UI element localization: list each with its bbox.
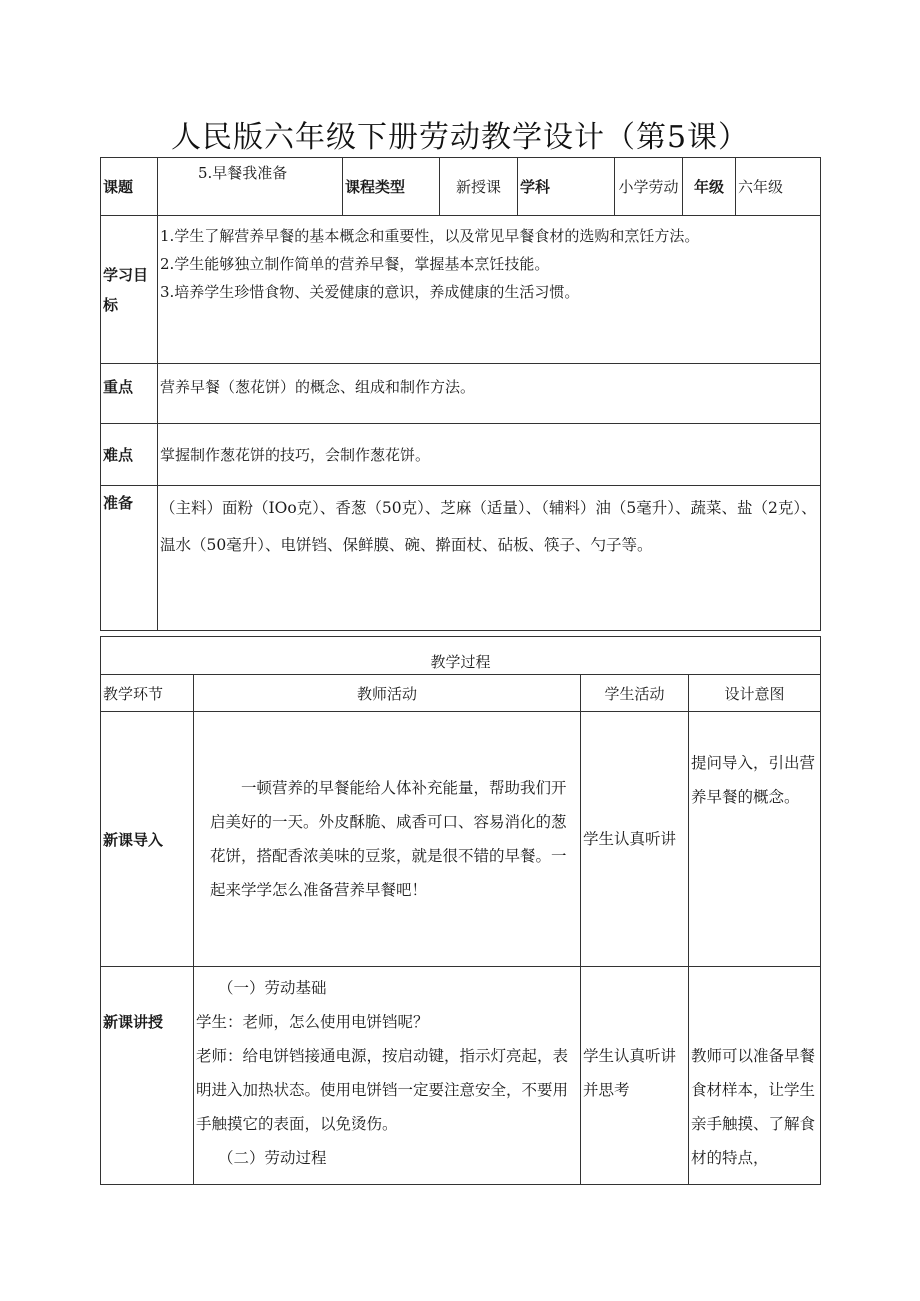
stage-cell: 新课导入 bbox=[101, 712, 194, 967]
dialogue-line: 老师：给电饼铛接通电源，按启动键，指示灯亮起，表明进入加热状态。使用电饼铛一定要注意安全，不要用手触摸它的表面，以免烫伤。 bbox=[196, 1047, 569, 1133]
header-teacher: 教师活动 bbox=[194, 675, 581, 712]
header-intent: 设计意图 bbox=[689, 675, 821, 712]
student-activity-cell: 学生认真听讲并思考 bbox=[581, 967, 689, 1185]
lesson-value: 5.早餐我准备 bbox=[158, 158, 343, 216]
goals-label: 学习目标 bbox=[101, 216, 158, 364]
student-activity-cell: 学生认真听讲 bbox=[581, 712, 689, 967]
stage-cell: 新课讲授 bbox=[101, 967, 194, 1185]
teaching-process-table bbox=[100, 636, 821, 1185]
prep-value: （主料）面粉（IOo克）、香葱（50克）、芝麻（适量）、（辅料）油（5毫升）、蔬菜、盐（2克）、温水（50毫升）、电饼铛、保鲜膜、碗、擀面杖、砧板、筷子、勺子等。 bbox=[158, 486, 821, 631]
section-heading: （一）劳动基础 bbox=[218, 979, 327, 997]
teacher-activity-cell bbox=[194, 712, 581, 967]
goal-item: 2.学生能够独立制作简单的营养早餐，掌握基本烹饪技能。 bbox=[160, 255, 550, 273]
section-heading: （二）劳动过程 bbox=[218, 1149, 327, 1167]
header-student: 学生活动 bbox=[581, 675, 689, 712]
intent-cell: 教师可以准备早餐食材样本，让学生亲手触摸、了解食材的特点， bbox=[689, 967, 821, 1185]
goal-item: 1.学生了解营养早餐的基本概念和重要性，以及常见早餐食材的选购和烹饪方法。 bbox=[160, 227, 700, 245]
grade-value: 六年级 bbox=[736, 158, 821, 216]
lesson-label: 课题 bbox=[101, 158, 158, 216]
dialogue-line: 学生：老师，怎么使用电饼铛呢？ bbox=[196, 1013, 429, 1031]
subject-label: 学科 bbox=[518, 158, 615, 216]
teacher-activity-cell bbox=[194, 967, 581, 1185]
key-label: 重点 bbox=[101, 364, 158, 424]
type-label: 课程类型 bbox=[343, 158, 440, 216]
goals-list bbox=[158, 216, 821, 364]
goal-item: 3.培养学生珍惜食物、关爱健康的意识，养成健康的生活习惯。 bbox=[160, 283, 580, 301]
key-value: 营养早餐（葱花饼）的概念、组成和制作方法。 bbox=[158, 364, 821, 424]
intent-cell: 提问导入，引出营养早餐的概念。 bbox=[689, 712, 821, 967]
page-title: 人民版六年级下册劳动教学设计（第5课） bbox=[170, 120, 750, 155]
type-value: 新授课 bbox=[440, 158, 518, 216]
difficulty-label: 难点 bbox=[101, 424, 158, 486]
teacher-paragraph: 一顿营养的早餐能给人体补充能量，帮助我们开启美好的一天。外皮酥脆、咸香可口、容易消化的葱花饼，搭配香浓美味的豆浆，就是很不错的早餐。一起来学学怎么准备营养早餐吧！ bbox=[210, 779, 567, 899]
prep-label: 准备 bbox=[101, 486, 158, 631]
header-stage: 教学环节 bbox=[101, 675, 194, 712]
difficulty-value: 掌握制作葱花饼的技巧，会制作葱花饼。 bbox=[158, 424, 821, 486]
grade-label: 年级 bbox=[683, 158, 736, 216]
process-caption: 教学过程 bbox=[101, 637, 821, 675]
subject-value: 小学劳动 bbox=[615, 158, 683, 216]
lesson-info-table bbox=[100, 157, 821, 631]
